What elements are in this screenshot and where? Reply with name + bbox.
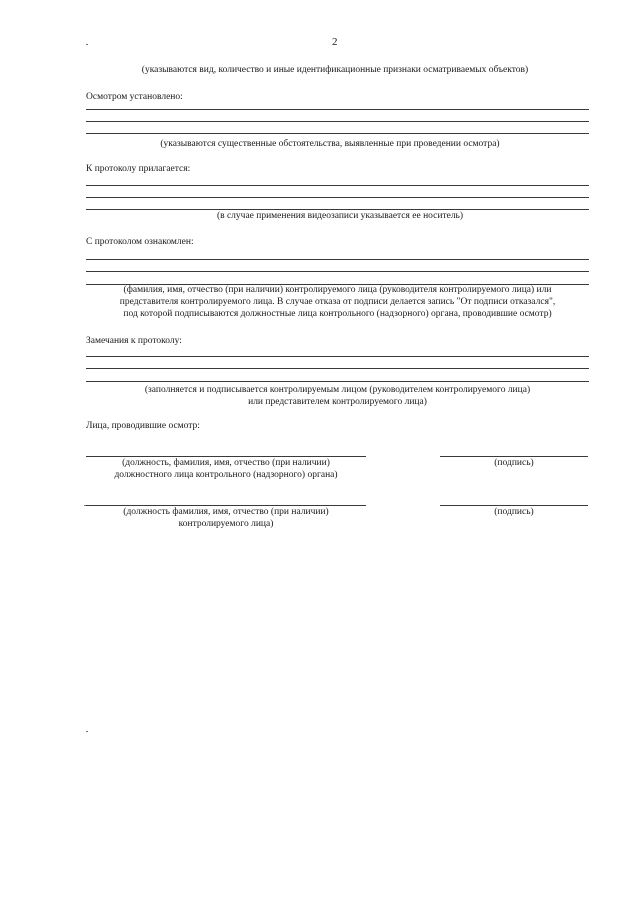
acquainted-line	[86, 259, 589, 260]
established-line	[86, 109, 589, 110]
acquainted-caption-line: (фамилия, имя, отчество (при наличии) контролируемого лица (руководителя контролируемого лица) или	[123, 285, 552, 295]
remarks-line	[86, 381, 589, 382]
official-name-line	[86, 456, 366, 457]
remarks-line	[86, 368, 589, 369]
established-line	[86, 133, 589, 134]
attached-line	[86, 209, 589, 210]
scan-speck	[86, 731, 88, 732]
scan-speck	[86, 44, 88, 45]
established-line	[86, 121, 589, 122]
attached-line	[86, 185, 589, 186]
established-label: Осмотром установлено:	[86, 92, 183, 102]
remarks-label: Замечания к протоколу:	[86, 336, 182, 346]
controlled-caption-line: контролируемого лица)	[178, 519, 274, 529]
controlled-name-line	[86, 505, 366, 506]
objects-caption: (указываются вид, количество и иные идентификационные признаки осматриваемых объектов)	[141, 65, 529, 75]
acquainted-caption-line: представителя контролируемого лица. В случае отказа от подписи делается запись "От подписи отказался",	[119, 297, 556, 307]
acquainted-line	[86, 271, 589, 272]
official-signature-line	[440, 456, 588, 457]
established-caption: (указываются существенные обстоятельства, выявленные при проведении осмотра)	[160, 139, 500, 149]
page-number: 2	[332, 36, 338, 48]
remarks-caption-line: или представителем контролируемого лица)	[248, 397, 427, 407]
official-caption-line: (должность, фамилия, имя, отчество (при наличии)	[122, 458, 330, 468]
acquainted-label: С протоколом ознакомлен:	[86, 237, 194, 247]
attached-caption: (в случае применения видеозаписи указывается ее носитель)	[216, 211, 464, 221]
official-caption-line: должностного лица контрольного (надзорного) органа)	[114, 470, 338, 480]
remarks-line	[86, 356, 589, 357]
controlled-caption-line: (должность фамилия, имя, отчество (при наличии)	[123, 507, 329, 517]
remarks-caption-line: (заполняется и подписывается контролируемым лицом (руководителем контролируемого лица)	[144, 385, 531, 395]
controlled-signature-line	[440, 505, 588, 506]
controlled-signature-caption: (подпись)	[494, 507, 534, 517]
attached-label: К протоколу прилагается:	[86, 164, 191, 174]
official-signature-caption: (подпись)	[494, 458, 534, 468]
acquainted-caption-line: под которой подписываются должностные лица контрольного (надзорного) органа, проводившие осмотр)	[123, 309, 552, 319]
attached-line	[86, 197, 589, 198]
inspectors-label: Лица, проводившие осмотр:	[86, 421, 200, 431]
